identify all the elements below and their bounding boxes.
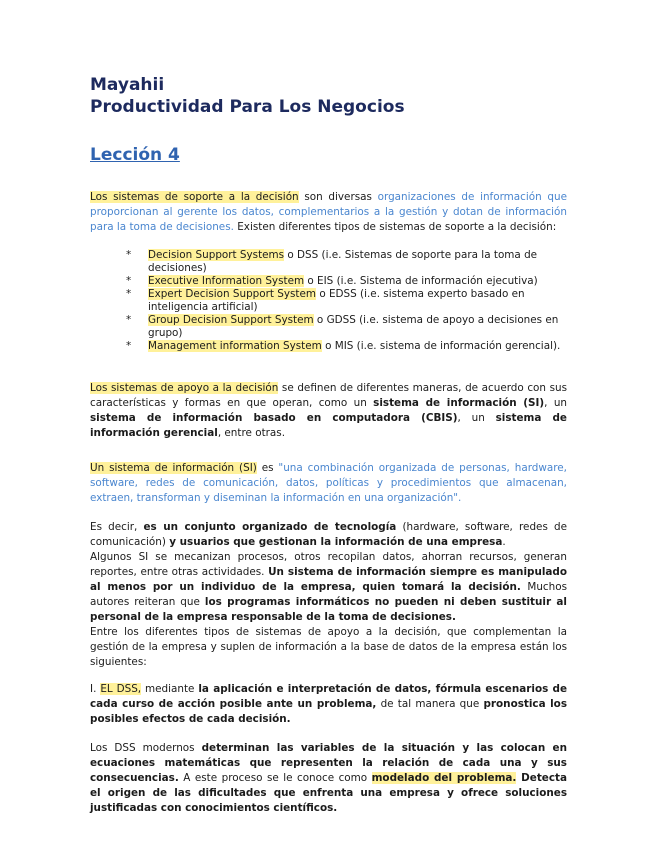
paragraph-es-decir: Es decir, es un conjunto organizado de tecnología (hardware, software, redes de comunicación) y usuarios que gestionan la información de una empresa. Algunos SI se mecanizan procesos, otros recopilan datos, ahorran recursos, generan reportes, entre otras actividades. Un sistema de información siempre es manipulado al menos por un individuo de la empresa, quien tomará la decisión. Muchos autores reiteran que los programas informáticos no pueden ni deben sustituir al personal de la empresa responsable de la toma de decisiones. Entre los diferentes tipos de sistemas de apoyo a la decisión, que complementan la gestión de la empresa y suplen de información a la base de datos de la empresa están los siguientes: — [90, 521, 568, 668]
star-bullet-icon: * — [126, 249, 132, 261]
intro-paragraph: Los sistemas de soporte a la decisión son diversas organizaciones de información que proporcionan al gerente los datos, complementarios a la gestión y dotan de información para la toma de decisiones. Existen diferentes tipos de sistemas de soporte a la decisión: — [90, 191, 567, 233]
highlight: Los sistemas de soporte a la decisión — [90, 191, 299, 203]
blue-quote: "una combinación organizada de personas, hardware, software, redes de comunicación, datos, políticas y procedimientos que almacenan, extraen, transforman y diseminan la información en una organización". — [90, 462, 567, 504]
title-line-1: Mayahii — [90, 75, 165, 95]
paragraph-el-dss: I. EL DSS, mediante la aplicación e interpretación de datos, fórmula escenarios de cada curso de acción posible ante un problema, de tal manera que pronostica los posibles efectos de cada decisión. — [90, 683, 568, 725]
blue-definition: organizaciones de información que proporcionan al gerente los datos, complementarios a la gestión y dotan de información para la toma de decisiones. — [90, 191, 567, 233]
list-item: * Decision Support Systems o DSS (i.e. Sistemas de soporte para la toma de decisiones) — [126, 249, 538, 274]
star-bullet-icon: * — [126, 288, 132, 300]
dss-types-list — [90, 249, 567, 353]
paragraph-dss-modernos: Los DSS modernos determinan las variables de la situación y las colocan en ecuaciones matemáticas que representen la relación de cada una y sus consecuencias. A este proceso se le conoce como modelado del problema. Detecta el origen de las dificultades que enfrenta una empresa y ofrece soluciones justificadas con conocimientos científicos. — [90, 742, 568, 814]
paragraph-definitions: Los sistemas de apoyo a la decisión se definen de diferentes maneras, de acuerdo con sus características y formas en que operan, como un sistema de información (SI), un sistema de información basado en computadora (CBIS), un sistema de información gerencial, entre otras. — [90, 382, 568, 439]
doc-title — [90, 74, 567, 118]
star-bullet-icon: * — [126, 314, 132, 326]
lesson-heading: Lección 4 — [90, 145, 180, 165]
list-item: * Management information System o MIS (i.e. sistema de información gerencial). — [126, 340, 561, 352]
list-item: * Expert Decision Support System o EDSS (i.e. sistema experto basado en inteligencia artificial) — [126, 288, 525, 313]
list-item: * Executive Information System o EIS (i.e. Sistema de información ejecutiva) — [126, 275, 538, 287]
star-bullet-icon: * — [126, 340, 132, 352]
paragraph-si-definition: Un sistema de información (SI) es "una combinación organizada de personas, hardware, software, redes de comunicación, datos, políticas y procedimientos que almacenan, extraen, transforman y diseminan la información en una organización". — [90, 462, 567, 504]
star-bullet-icon: * — [126, 275, 132, 287]
title-line-2: Productividad Para Los Negocios — [90, 97, 405, 117]
list-item: * Group Decision Support System o GDSS (i.e. sistema de apoyo a decisiones en grupo) — [126, 314, 559, 339]
